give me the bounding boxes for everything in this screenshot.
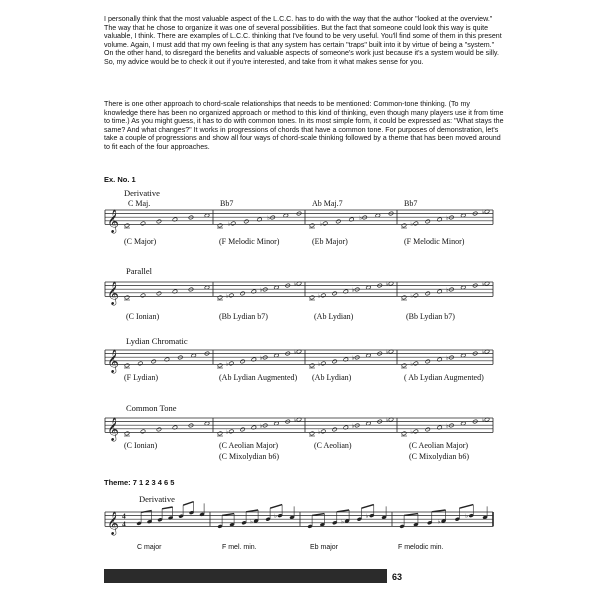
scale-name: (C Ionian) — [126, 312, 160, 321]
note-head — [240, 291, 245, 296]
note-head — [309, 363, 314, 368]
chord-symbol: C Maj. — [128, 199, 151, 208]
note-head — [240, 359, 245, 364]
flat-sign-icon: ♭ — [351, 422, 355, 430]
common-tone-paragraph: There is one other approach to chord-scale relationships that needs to be mentioned: Common-tone thinking. (To my knowledge there has been no organized approach or method to this kind of thinking, even though many players use it from time to time.) As you might guess, it has to do with common tones. In its most simple form, it could be expressed as: "What stays the same? And what changes?" It works in progressions of chords that have a common tone. For purposes of demonstration, let's take a couple of progressions and show all four ways of chord-scale thinking followed by a theme that has been moved around to fit each of the four approaches. — [104, 100, 504, 151]
note-head — [336, 219, 341, 224]
flat-sign-icon: ♭ — [445, 214, 449, 222]
note-head — [140, 293, 145, 298]
scale-name: (C Mixolydian b6) — [219, 452, 279, 461]
note-beam — [246, 510, 258, 512]
flat-sign-icon: ♭ — [293, 281, 297, 289]
flat-sign-icon: ♭ — [317, 428, 321, 436]
scale-name: (C Ionian) — [124, 441, 158, 450]
flat-sign-icon: ♭ — [410, 360, 414, 368]
note-head — [413, 221, 418, 226]
note-head — [425, 359, 430, 364]
flat-sign-icon: ♭ — [385, 417, 389, 425]
note-head — [244, 219, 249, 224]
example-label: Ex. No. 1 — [104, 175, 136, 184]
flat-sign-icon: ♭ — [341, 518, 344, 526]
flat-sign-icon: ♭ — [481, 209, 485, 217]
flat-sign-icon: ♭ — [317, 360, 321, 368]
flat-sign-icon: ♭ — [445, 354, 449, 362]
flat-sign-icon: ♭ — [227, 220, 231, 228]
flat-sign-icon: ♭ — [445, 286, 449, 294]
scale-name: (Bb Lydian b7) — [219, 312, 268, 321]
flat-sign-icon: ♭ — [319, 220, 323, 228]
system-title-derivative: Derivative — [124, 188, 160, 198]
theme-scale-name: C major — [137, 544, 162, 551]
note-head — [140, 221, 145, 226]
chord-symbol: Ab Maj.7 — [312, 199, 343, 208]
flat-sign-icon: ♭ — [481, 281, 485, 289]
note-head — [217, 223, 222, 228]
scale-name: (F Lydian) — [124, 373, 158, 382]
note-head — [217, 431, 222, 436]
flat-sign-icon: ♭ — [317, 292, 321, 300]
note-beam — [361, 505, 373, 509]
flat-sign-icon: ♭ — [250, 518, 253, 526]
note-beam — [162, 507, 173, 509]
note-head — [413, 429, 418, 434]
note-head — [240, 427, 245, 432]
flat-sign-icon: ♭ — [481, 417, 485, 425]
note-head — [156, 291, 161, 296]
note-head — [413, 293, 418, 298]
flat-sign-icon: ♭ — [465, 513, 469, 521]
system-title-common-tone: Common Tone — [126, 403, 177, 413]
note-head — [217, 363, 222, 368]
note-beam — [312, 514, 324, 516]
note-head — [229, 293, 234, 298]
note-head — [156, 219, 161, 224]
note-head — [425, 219, 430, 224]
note-head — [425, 291, 430, 296]
note-head — [124, 295, 129, 300]
flat-sign-icon: ♭ — [365, 513, 369, 521]
note-head — [309, 431, 314, 436]
time-signature-top: 4 — [122, 511, 126, 521]
scale-name: (C Aeolian Major) — [409, 441, 469, 450]
note-head — [229, 429, 234, 434]
note-head — [124, 363, 129, 368]
scale-name: ( Ab Lydian Augmented) — [404, 373, 484, 382]
treble-clef-icon: 𝄞 — [107, 280, 119, 305]
flat-sign-icon: ♭ — [410, 220, 414, 228]
note-head — [425, 427, 430, 432]
flat-sign-icon: ♭ — [437, 518, 441, 526]
note-head — [321, 361, 326, 366]
flat-sign-icon: ♭ — [445, 422, 449, 430]
note-head — [321, 429, 326, 434]
note-head — [332, 291, 337, 296]
flat-sign-icon: ♭ — [351, 286, 355, 294]
note-head — [227, 220, 235, 228]
flat-sign-icon: ♭ — [274, 513, 277, 521]
flat-sign-icon: ♭ — [410, 292, 414, 300]
note-head — [309, 223, 314, 228]
note-head — [321, 293, 326, 298]
scale-name: (Ab Lydian Augmented) — [219, 373, 298, 382]
note-head — [140, 429, 145, 434]
note-head — [319, 220, 327, 228]
flat-sign-icon: ♭ — [267, 214, 271, 222]
flat-sign-icon: ♭ — [481, 349, 485, 357]
note-head — [151, 359, 156, 364]
note-beam — [270, 505, 282, 509]
scale-name: (Bb Lydian b7) — [406, 312, 455, 321]
system-title-lydian-chromatic: Lydian Chromatic — [126, 336, 188, 346]
note-head — [309, 295, 314, 300]
treble-clef-icon: 𝄞 — [107, 208, 119, 233]
scale-name: (C Aeolian Major) — [219, 441, 279, 450]
flat-sign-icon: ♭ — [293, 349, 297, 357]
treble-clef-icon: 𝄞 — [107, 348, 119, 373]
scale-name: (C Aeolian) — [314, 441, 352, 450]
treble-clef-icon: 𝄞 — [107, 510, 119, 535]
note-beam — [337, 510, 349, 512]
note-head — [401, 363, 406, 368]
theme-title: Derivative — [139, 494, 175, 504]
note-head — [124, 431, 129, 436]
flat-sign-icon: ♭ — [259, 422, 263, 430]
theme-label: Theme: 7 1 2 3 4 6 5 — [104, 478, 175, 487]
theme-scale-name: F mel. min. — [222, 544, 257, 551]
flat-sign-icon: ♭ — [259, 354, 263, 362]
flat-sign-icon: ♭ — [293, 417, 297, 425]
flat-sign-icon: ♭ — [225, 292, 229, 300]
note-beam — [404, 514, 418, 516]
chord-symbol: Bb7 — [404, 199, 418, 208]
flat-sign-icon: ♭ — [410, 428, 414, 436]
flat-sign-icon: ♭ — [385, 349, 389, 357]
note-beam — [459, 505, 473, 509]
note-head — [124, 223, 129, 228]
system-title-parallel: Parallel — [126, 266, 152, 276]
note-head — [401, 223, 406, 228]
theme-scale-name: F melodic min. — [398, 544, 444, 551]
note-head — [156, 427, 161, 432]
theme-scale-name: Eb major — [310, 544, 339, 551]
page-number: 63 — [392, 572, 403, 582]
flat-sign-icon: ♭ — [259, 286, 263, 294]
chord-symbol: Bb7 — [220, 199, 234, 208]
note-head — [401, 431, 406, 436]
scale-name: (Ab Lydian) — [312, 373, 352, 382]
treble-clef-icon: 𝄞 — [107, 416, 119, 441]
note-beam — [222, 514, 234, 516]
scale-name: (Eb Major) — [312, 237, 348, 246]
footer-bar — [104, 569, 387, 583]
note-beam — [432, 510, 446, 512]
note-beam — [183, 502, 194, 506]
note-head — [413, 361, 418, 366]
scale-name: (C Major) — [124, 237, 157, 246]
flat-sign-icon: ♭ — [359, 214, 363, 222]
note-head — [138, 361, 143, 366]
time-signature-bottom: 4 — [122, 519, 126, 529]
scale-name: (F Melodic Minor) — [404, 237, 465, 246]
note-head — [217, 295, 222, 300]
flat-sign-icon: ♭ — [225, 360, 229, 368]
intro-paragraph: I personally think that the most valuable aspect of the L.C.C. has to do with the way that the author "looked at the overview." The way that he chose to organize it was one of several possibilities. But the fact that someone could look this way is quite valuable, I think. There are examples of L.C.C. thinking that I've found to be very useful. You'll find some of them in this present volume. Again, I must add that my own feeling is that any system has certain "traps" built into it by virtue of being a "system." On the other hand, to disregard the benefits and valuable aspects of someone's work just because it's a system would be silly. So, my advice would be to check it out if you're interested, and take from it what makes sense for you. — [104, 15, 502, 66]
scale-name: (Ab Lydian) — [314, 312, 354, 321]
note-head — [401, 295, 406, 300]
flat-sign-icon: ♭ — [385, 281, 389, 289]
note-head — [332, 427, 337, 432]
scale-name: (F Melodic Minor) — [219, 237, 280, 246]
note-head — [229, 361, 234, 366]
note-head — [332, 359, 337, 364]
scale-name: (C Mixolydian b6) — [409, 452, 469, 461]
flat-sign-icon: ♭ — [351, 354, 355, 362]
flat-sign-icon: ♭ — [225, 428, 229, 436]
